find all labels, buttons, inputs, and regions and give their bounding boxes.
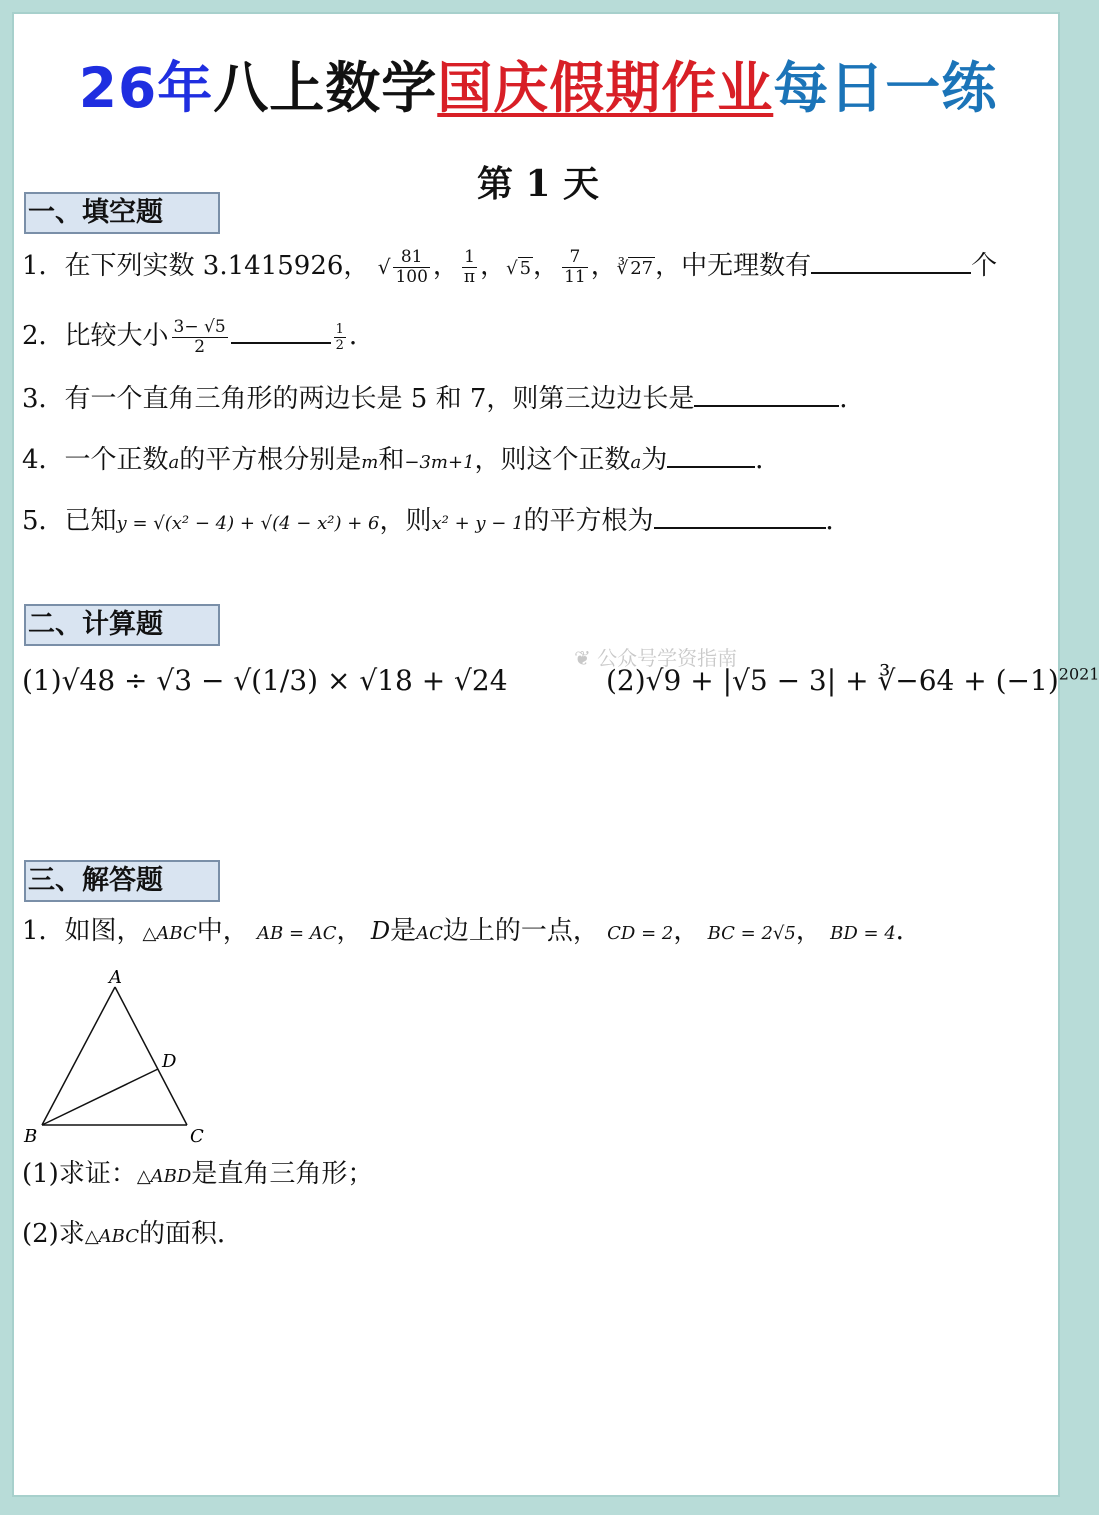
bc-eq-2sqrt5: BC = 2√5 [707, 923, 796, 944]
question-1-2 [22, 316, 375, 357]
frac-den: π [463, 266, 476, 287]
s3q1-e: 边上的一点， [442, 916, 599, 946]
triangle-abd: △ABD [136, 1166, 192, 1187]
answer-blank[interactable] [667, 440, 755, 468]
day-label: 第 1 天 [476, 163, 600, 205]
question-1-4 [22, 440, 781, 483]
label-b: B [24, 1126, 38, 1147]
sub-question-2 [22, 1214, 243, 1257]
answer-blank[interactable] [694, 379, 839, 407]
frac-den: 2 [335, 337, 344, 353]
q5-b: ，则 [379, 506, 432, 536]
section-solution-heading: 三、解答题 [24, 860, 220, 902]
var-a: a [630, 452, 642, 473]
s3q1-f: ， [673, 916, 700, 946]
q1-prefix: 1．在下列实数 3.1415926， [22, 251, 370, 281]
question-3-1 [22, 911, 922, 954]
frac-num: 3− √5 [173, 316, 226, 337]
p1-b: 是直角三角形； [191, 1159, 374, 1189]
sqrt-5: √ 5 [506, 258, 532, 279]
s3q1-c: ， [336, 916, 363, 946]
question-1-5 [22, 501, 852, 544]
triangle-abc: △ABC [142, 923, 197, 944]
s3q1-b: 中， [196, 916, 249, 946]
q2-prefix: 2．比较大小 [22, 321, 169, 351]
frac-den: 11 [564, 266, 586, 287]
var-m: m [361, 452, 379, 473]
title-part1: 八上数学 [213, 56, 438, 120]
q5-end: ． [825, 506, 852, 536]
watermark-text: 公众号学资指南 [597, 646, 738, 670]
sqrt-symbol: √ [377, 255, 391, 279]
var-d: D [370, 917, 391, 945]
question-1-3 [22, 379, 865, 419]
bd-eq-4: BD = 4 [830, 923, 896, 944]
calc-2-expr: (2)√9 + |√5 − 3| + ∛−64 + (−1) [606, 664, 1059, 697]
frac-num: 1 [335, 321, 344, 337]
label-a: A [109, 967, 122, 988]
fraction-half [334, 322, 346, 353]
section-calculation-heading: 二、计算题 [24, 604, 220, 646]
p2-a: (2)求 [22, 1219, 85, 1249]
expr-neg3m-plus-1: −3m+1 [404, 452, 475, 473]
title-part3: 每日一练 [773, 56, 998, 120]
var-a: a [168, 452, 180, 473]
calc-problem-2 [606, 664, 1099, 697]
title-part2: 国庆假期作业 [437, 56, 774, 120]
leaf-icon: ❦ [574, 646, 598, 670]
answer-blank[interactable] [811, 246, 971, 274]
p1-a: (1)求证： [22, 1159, 137, 1189]
answer-blank[interactable] [654, 501, 826, 529]
label-c: C [190, 1126, 204, 1147]
triangle-abc: △ABC [84, 1226, 140, 1247]
exponent: 2021 [1058, 664, 1099, 684]
frac-num: 1 [462, 248, 477, 268]
fraction-7-11 [562, 248, 588, 287]
cd-eq-2: CD = 2 [607, 923, 674, 944]
q1-end: 个 [971, 251, 998, 281]
q4-a: 4．一个正数 [22, 445, 169, 475]
q4-e: 为 [641, 445, 668, 475]
fraction-1-pi [462, 248, 477, 287]
q5-c: 的平方根为 [523, 506, 654, 536]
worksheet-title [14, 44, 1062, 123]
fraction-3-minus-sqrt5 [172, 318, 228, 357]
calc-problem-1: (1)√48 ÷ √3 − √(1/3) × √18 + √24 [22, 664, 508, 697]
ab-eq-ac: AB = AC [257, 923, 337, 944]
side-ab [42, 987, 115, 1125]
q3-end: ． [839, 384, 866, 414]
question-1-1: 1．在下列实数 3.1415926， √ $\frac{81}{100}$ ， $\frac{1}{\pi}$ ，√ 5， $\frac{7}{11}$ ，∛ 27，中无理数有 个 [22, 246, 998, 287]
answer-blank[interactable] [231, 316, 331, 344]
q4-b: 的平方根分别是 [179, 445, 362, 475]
triangle-figure [22, 969, 222, 1153]
sub-question-1 [22, 1154, 373, 1197]
s3q1-end: ． [895, 916, 922, 946]
p2-b: 的面积． [139, 1219, 244, 1249]
segment-bd [42, 1069, 158, 1125]
q4-c: 和 [378, 445, 405, 475]
q5-a: 5．已知 [22, 506, 117, 536]
s3q1-d: 是 [390, 916, 417, 946]
q2-end: ． [348, 321, 375, 351]
q3-text: 3．有一个直角三角形的两边长是 5 和 7，则第三边边长是 [22, 384, 695, 414]
section-fill-blank-heading: 一、填空题 [24, 192, 220, 234]
frac-num: 81 [393, 248, 429, 268]
frac-den: 100 [395, 266, 428, 287]
expr-x2-plus-y-minus-1: x² + y − 1 [431, 513, 524, 534]
radicand: 5 [519, 258, 532, 279]
frac-num: 7 [562, 248, 588, 268]
label-d: D [162, 1051, 177, 1072]
triangle-diagram [22, 969, 222, 1149]
q1-suffix: ，中无理数有 [655, 251, 812, 281]
worksheet-page [12, 12, 1099, 1497]
fraction-81-100 [393, 248, 429, 287]
title-year: 26年 [78, 56, 214, 120]
expr-y-definition: y = √(x² − 4) + √(4 − x²) + 6 [116, 513, 380, 534]
cube-root-27: ∛ 27 [616, 258, 654, 279]
segment-ac: AC [416, 923, 443, 944]
q4-d: ，则这个正数 [474, 445, 631, 475]
frac-den: 2 [194, 336, 206, 357]
s3q1-a: 1．如图， [22, 916, 143, 946]
q4-end: ． [755, 445, 782, 475]
radicand: 27 [630, 258, 654, 279]
s3q1-g: ， [795, 916, 822, 946]
